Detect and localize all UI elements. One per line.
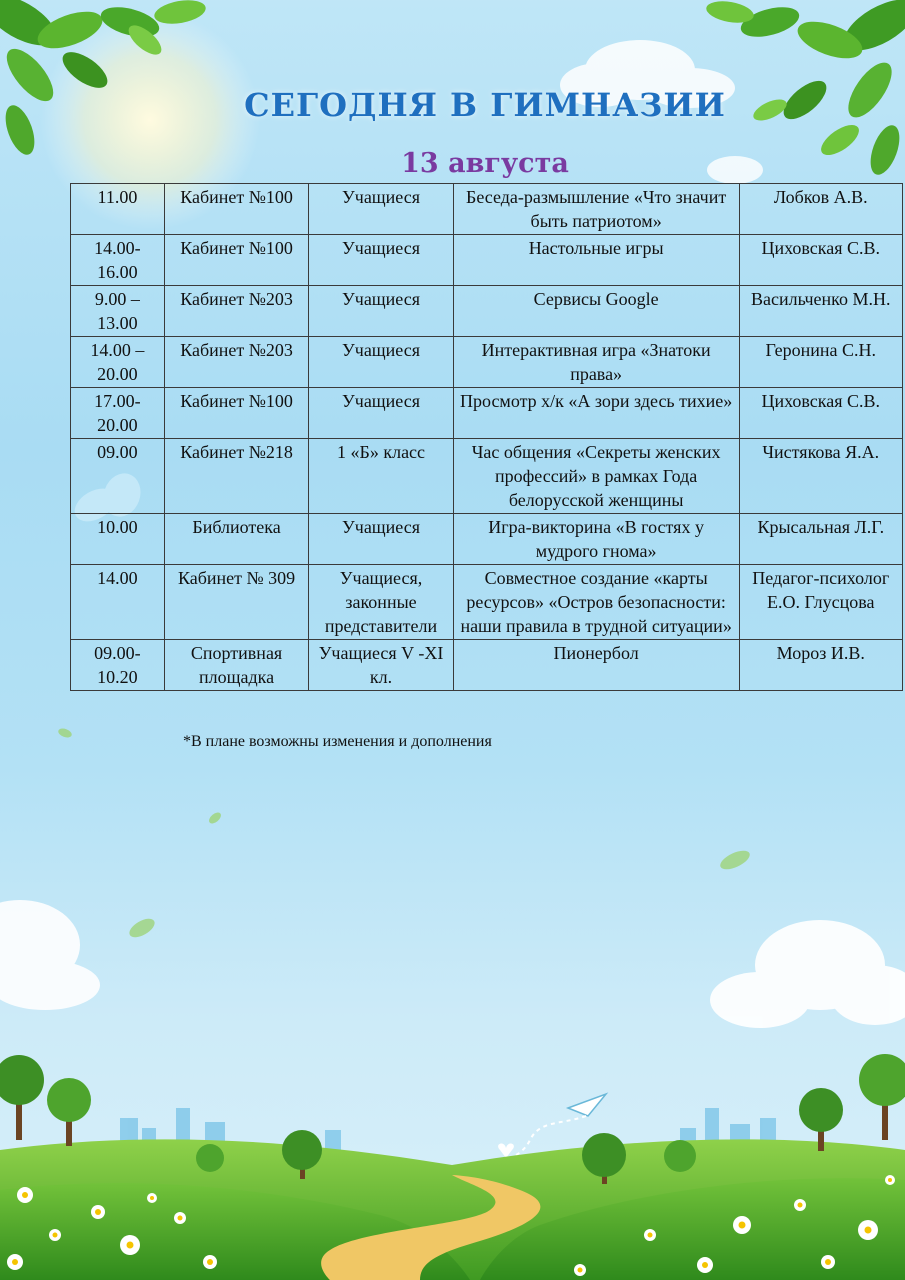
table-row <box>71 388 903 439</box>
table-row <box>71 337 903 388</box>
event-cell: Игра-викторина «В гостях у мудрого гнома» <box>453 514 739 565</box>
place-cell: Кабинет №100 <box>164 388 308 439</box>
table-row <box>71 439 903 514</box>
responsible-cell: Педагог-психолог Е.О. Глусцова <box>739 565 902 640</box>
place-cell: Кабинет № 309 <box>164 565 308 640</box>
place-cell: Кабинет №100 <box>164 235 308 286</box>
place-cell: Кабинет №218 <box>164 439 308 514</box>
event-cell: Беседа-размышление «Что значит быть патриотом» <box>453 184 739 235</box>
time-cell: 9.00 – 13.00 <box>71 286 165 337</box>
cloud-right-lower <box>710 920 905 1028</box>
time-cell: 14.00 – 20.00 <box>71 337 165 388</box>
floating-leaf <box>57 727 752 941</box>
responsible-cell: Мороз И.В. <box>739 640 902 691</box>
table-row <box>71 514 903 565</box>
time-cell: 14.00-16.00 <box>71 235 165 286</box>
table-row <box>71 640 903 691</box>
event-cell: Сервисы Google <box>453 286 739 337</box>
participants-cell: Учащиеся <box>309 337 453 388</box>
page-title: СЕГОДНЯ В ГИМНАЗИИ <box>244 86 726 124</box>
event-cell: Настольные игры <box>453 235 739 286</box>
participants-cell: Учащиеся <box>309 514 453 565</box>
time-cell: 17.00-20.00 <box>71 388 165 439</box>
table-row <box>71 184 903 235</box>
responsible-cell: Циховская С.В. <box>739 388 902 439</box>
responsible-cell: Геронина С.Н. <box>739 337 902 388</box>
table-row <box>71 565 903 640</box>
place-cell: Библиотека <box>164 514 308 565</box>
place-cell: Кабинет №203 <box>164 337 308 388</box>
place-cell: Кабинет №100 <box>164 184 308 235</box>
schedule-table <box>70 183 903 691</box>
participants-cell: Учащиеся, законные представители <box>309 565 453 640</box>
time-cell: 11.00 <box>71 184 165 235</box>
event-cell: Совместное создание «карты ресурсов» «Остров безопасности: наши правила в трудной ситуации» <box>453 565 739 640</box>
responsible-cell: Циховская С.В. <box>739 235 902 286</box>
responsible-cell: Васильченко М.Н. <box>739 286 902 337</box>
time-cell: 09.00 <box>71 439 165 514</box>
event-cell: Пионербол <box>453 640 739 691</box>
place-cell: Кабинет №203 <box>164 286 308 337</box>
date-heading: 13 августа <box>401 148 569 179</box>
table-row <box>71 286 903 337</box>
event-cell: Интерактивная игра «Знатоки права» <box>453 337 739 388</box>
footnote: *В плане возможны изменения и дополнения <box>183 733 492 750</box>
place-cell: Спортивная площадка <box>164 640 308 691</box>
cloud-left-lower <box>0 900 100 1010</box>
time-cell: 14.00 <box>71 565 165 640</box>
time-cell: 09.00-10.20 <box>71 640 165 691</box>
responsible-cell: Крысальная Л.Г. <box>739 514 902 565</box>
participants-cell: Учащиеся <box>309 286 453 337</box>
responsible-cell: Лобков А.В. <box>739 184 902 235</box>
event-cell: Просмотр х/к «А зори здесь тихие» <box>453 388 739 439</box>
participants-cell: Учащиеся <box>309 388 453 439</box>
participants-cell: Учащиеся <box>309 235 453 286</box>
table-row <box>71 235 903 286</box>
event-cell: Час общения «Секреты женских профессий» в рамках Года белорусской женщины <box>453 439 739 514</box>
participants-cell: Учащиеся V -XI кл. <box>309 640 453 691</box>
responsible-cell: Чистякова Я.А. <box>739 439 902 514</box>
participants-cell: Учащиеся <box>309 184 453 235</box>
hills <box>0 1139 905 1280</box>
time-cell: 10.00 <box>71 514 165 565</box>
participants-cell: 1 «Б» класс <box>309 439 453 514</box>
